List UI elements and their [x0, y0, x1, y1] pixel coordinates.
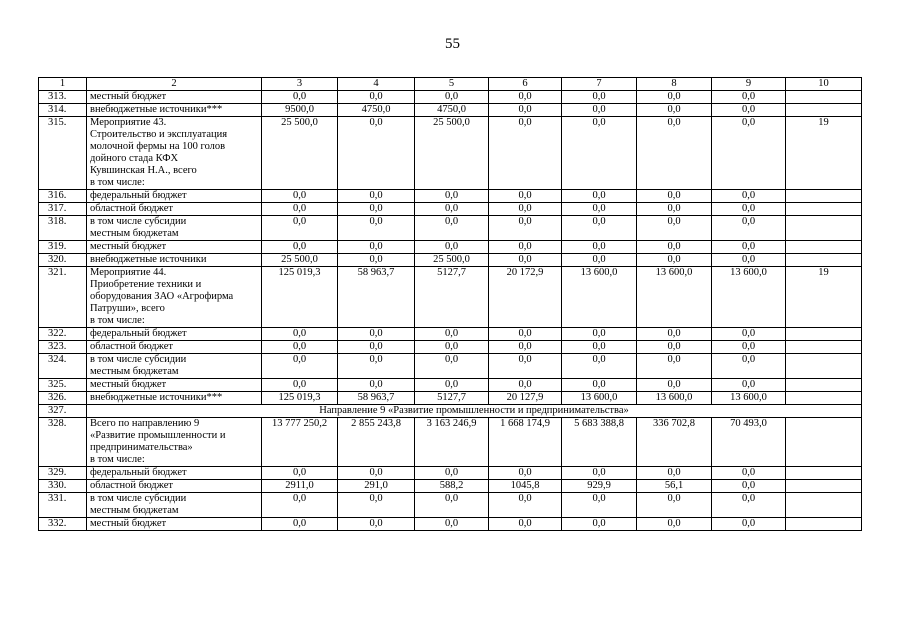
reference-cell	[786, 518, 862, 531]
table-row	[39, 267, 862, 328]
value-cell: 0,0	[712, 254, 786, 267]
value-cell: 0,0	[562, 203, 637, 216]
row-number-cell: 325.	[39, 379, 87, 392]
value-cell: 0,0	[262, 467, 338, 480]
value-cell: 13 600,0	[712, 392, 786, 405]
value-cell: 0,0	[562, 190, 637, 203]
reference-cell	[786, 216, 862, 241]
item-name-cell: федеральный бюджет	[87, 467, 262, 480]
value-cell: 0,0	[262, 91, 338, 104]
value-cell: 0,0	[489, 104, 562, 117]
value-cell: 0,0	[637, 328, 712, 341]
page-number: 55	[445, 36, 460, 52]
value-cell: 0,0	[338, 241, 415, 254]
row-number-cell: 324.	[39, 354, 87, 379]
value-cell: 0,0	[415, 328, 489, 341]
row-number-cell: 326.	[39, 392, 87, 405]
value-cell: 0,0	[637, 467, 712, 480]
value-cell: 0,0	[712, 518, 786, 531]
value-cell: 0,0	[637, 341, 712, 354]
value-cell: 0,0	[712, 341, 786, 354]
column-header: 5	[415, 78, 489, 91]
value-cell: 0,0	[489, 190, 562, 203]
value-cell: 0,0	[262, 241, 338, 254]
table-row	[39, 493, 862, 518]
value-cell: 4750,0	[338, 104, 415, 117]
value-cell: 20 172,9	[489, 267, 562, 328]
value-cell: 0,0	[489, 254, 562, 267]
item-name-cell: Мероприятие 43. Строительство и эксплуатация молочной фермы на 100 голов дойного стада КФХ Кувшинская Н.А., всего в том числе:	[87, 117, 262, 190]
column-header: 1	[39, 78, 87, 91]
value-cell: 5127,7	[415, 392, 489, 405]
value-cell: 0,0	[338, 91, 415, 104]
row-number-cell: 327.	[39, 405, 87, 418]
value-cell: 0,0	[637, 379, 712, 392]
column-header: 3	[262, 78, 338, 91]
value-cell: 0,0	[338, 518, 415, 531]
value-cell: 0,0	[338, 493, 415, 518]
item-name-cell: областной бюджет	[87, 480, 262, 493]
row-number-cell: 331.	[39, 493, 87, 518]
value-cell: 588,2	[415, 480, 489, 493]
value-cell: 3 163 246,9	[415, 418, 489, 467]
table-row	[39, 91, 862, 104]
value-cell: 0,0	[489, 241, 562, 254]
row-number-cell: 313.	[39, 91, 87, 104]
value-cell: 13 600,0	[562, 392, 637, 405]
value-cell: 58 963,7	[338, 267, 415, 328]
value-cell: 0,0	[338, 354, 415, 379]
row-number-cell: 320.	[39, 254, 87, 267]
value-cell: 0,0	[262, 493, 338, 518]
reference-cell	[786, 328, 862, 341]
value-cell: 9500,0	[262, 104, 338, 117]
reference-cell	[786, 203, 862, 216]
value-cell: 0,0	[415, 341, 489, 354]
value-cell: 0,0	[489, 379, 562, 392]
value-cell: 58 963,7	[338, 392, 415, 405]
value-cell: 0,0	[562, 493, 637, 518]
item-name-cell: областной бюджет	[87, 203, 262, 216]
value-cell: 0,0	[712, 379, 786, 392]
value-cell: 0,0	[562, 241, 637, 254]
value-cell: 0,0	[637, 254, 712, 267]
value-cell: 0,0	[415, 354, 489, 379]
column-header: 2	[87, 78, 262, 91]
row-number-cell: 319.	[39, 241, 87, 254]
value-cell: 0,0	[637, 91, 712, 104]
value-cell: 125 019,3	[262, 267, 338, 328]
column-header: 8	[637, 78, 712, 91]
row-number-cell: 317.	[39, 203, 87, 216]
value-cell: 0,0	[712, 354, 786, 379]
value-cell: 0,0	[262, 341, 338, 354]
value-cell: 25 500,0	[415, 117, 489, 190]
value-cell: 1 668 174,9	[489, 418, 562, 467]
table-row	[39, 392, 862, 405]
item-name-cell: в том числе субсидии местным бюджетам	[87, 493, 262, 518]
table-row	[39, 467, 862, 480]
row-number-cell: 323.	[39, 341, 87, 354]
table-row	[39, 190, 862, 203]
value-cell: 0,0	[637, 104, 712, 117]
value-cell: 0,0	[489, 518, 562, 531]
value-cell: 25 500,0	[262, 117, 338, 190]
value-cell: 291,0	[338, 480, 415, 493]
value-cell: 0,0	[489, 493, 562, 518]
value-cell: 0,0	[489, 341, 562, 354]
value-cell: 0,0	[415, 190, 489, 203]
table-row	[39, 405, 862, 418]
value-cell: 0,0	[338, 379, 415, 392]
item-name-cell: внебюджетные источники***	[87, 104, 262, 117]
table-row	[39, 241, 862, 254]
value-cell: 0,0	[338, 117, 415, 190]
table-row	[39, 379, 862, 392]
reference-cell	[786, 254, 862, 267]
reference-cell: 19	[786, 267, 862, 328]
item-name-cell: местный бюджет	[87, 518, 262, 531]
row-number-cell: 316.	[39, 190, 87, 203]
reference-cell	[786, 341, 862, 354]
value-cell: 0,0	[712, 104, 786, 117]
value-cell: 0,0	[262, 354, 338, 379]
value-cell: 0,0	[712, 328, 786, 341]
row-number-cell: 315.	[39, 117, 87, 190]
value-cell: 0,0	[415, 493, 489, 518]
table-row	[39, 341, 862, 354]
item-name-cell: областной бюджет	[87, 341, 262, 354]
reference-cell	[786, 354, 862, 379]
row-number-cell: 322.	[39, 328, 87, 341]
value-cell: 0,0	[338, 190, 415, 203]
value-cell: 0,0	[338, 341, 415, 354]
value-cell: 0,0	[637, 190, 712, 203]
reference-cell	[786, 467, 862, 480]
column-header: 7	[562, 78, 637, 91]
value-cell: 0,0	[262, 379, 338, 392]
value-cell: 0,0	[562, 467, 637, 480]
value-cell: 0,0	[489, 467, 562, 480]
column-header: 4	[338, 78, 415, 91]
row-number-cell: 328.	[39, 418, 87, 467]
item-name-cell: внебюджетные источники	[87, 254, 262, 267]
value-cell: 13 600,0	[562, 267, 637, 328]
item-name-cell: в том числе субсидии местным бюджетам	[87, 216, 262, 241]
value-cell: 0,0	[712, 117, 786, 190]
item-name-cell: Мероприятие 44. Приобретение техники и оборудования ЗАО «Агрофирма Патруши», всего в том числе:	[87, 267, 262, 328]
value-cell: 0,0	[637, 117, 712, 190]
value-cell: 0,0	[712, 203, 786, 216]
item-name-cell: Всего по направлению 9 «Развитие промышленности и предпринимательства» в том числе:	[87, 418, 262, 467]
item-name-cell: в том числе субсидии местным бюджетам	[87, 354, 262, 379]
value-cell: 0,0	[562, 216, 637, 241]
value-cell: 0,0	[338, 328, 415, 341]
value-cell: 0,0	[338, 467, 415, 480]
value-cell: 0,0	[489, 117, 562, 190]
item-name-cell: местный бюджет	[87, 379, 262, 392]
value-cell: 20 127,9	[489, 392, 562, 405]
value-cell: 0,0	[415, 216, 489, 241]
value-cell: 0,0	[562, 379, 637, 392]
value-cell: 0,0	[637, 354, 712, 379]
value-cell: 0,0	[712, 480, 786, 493]
value-cell: 0,0	[562, 354, 637, 379]
value-cell: 0,0	[712, 91, 786, 104]
value-cell: 0,0	[415, 91, 489, 104]
value-cell: 0,0	[262, 518, 338, 531]
value-cell: 0,0	[562, 254, 637, 267]
column-header: 9	[712, 78, 786, 91]
table-row	[39, 354, 862, 379]
reference-cell	[786, 493, 862, 518]
value-cell: 0,0	[562, 518, 637, 531]
value-cell: 0,0	[415, 467, 489, 480]
header-row	[39, 78, 862, 91]
value-cell: 0,0	[338, 254, 415, 267]
value-cell: 2 855 243,8	[338, 418, 415, 467]
value-cell: 0,0	[562, 104, 637, 117]
value-cell: 0,0	[262, 328, 338, 341]
table-row	[39, 104, 862, 117]
value-cell: 0,0	[415, 379, 489, 392]
item-name-cell: местный бюджет	[87, 91, 262, 104]
value-cell: 0,0	[262, 216, 338, 241]
value-cell: 0,0	[489, 91, 562, 104]
row-number-cell: 318.	[39, 216, 87, 241]
value-cell: 0,0	[338, 203, 415, 216]
reference-cell	[786, 104, 862, 117]
section-heading-cell: Направление 9 «Развитие промышленности и предпринимательства»	[87, 405, 862, 418]
reference-cell	[786, 91, 862, 104]
column-header: 10	[786, 78, 862, 91]
value-cell: 0,0	[262, 190, 338, 203]
row-number-cell: 332.	[39, 518, 87, 531]
value-cell: 25 500,0	[262, 254, 338, 267]
value-cell: 0,0	[712, 216, 786, 241]
value-cell: 13 600,0	[712, 267, 786, 328]
value-cell: 336 702,8	[637, 418, 712, 467]
value-cell: 5127,7	[415, 267, 489, 328]
value-cell: 13 600,0	[637, 267, 712, 328]
value-cell: 0,0	[637, 493, 712, 518]
item-name-cell: внебюджетные источники***	[87, 392, 262, 405]
reference-cell	[786, 241, 862, 254]
reference-cell	[786, 480, 862, 493]
value-cell: 0,0	[415, 203, 489, 216]
table-row	[39, 254, 862, 267]
value-cell: 0,0	[637, 518, 712, 531]
value-cell: 0,0	[562, 117, 637, 190]
value-cell: 13 600,0	[637, 392, 712, 405]
value-cell: 0,0	[415, 241, 489, 254]
value-cell: 56,1	[637, 480, 712, 493]
value-cell: 0,0	[712, 190, 786, 203]
table-row	[39, 480, 862, 493]
value-cell: 0,0	[489, 354, 562, 379]
value-cell: 5 683 388,8	[562, 418, 637, 467]
value-cell: 25 500,0	[415, 254, 489, 267]
column-header: 6	[489, 78, 562, 91]
value-cell: 1045,8	[489, 480, 562, 493]
item-name-cell: местный бюджет	[87, 241, 262, 254]
reference-cell	[786, 190, 862, 203]
value-cell: 0,0	[562, 328, 637, 341]
value-cell: 0,0	[712, 241, 786, 254]
value-cell: 0,0	[489, 328, 562, 341]
value-cell: 4750,0	[415, 104, 489, 117]
value-cell: 0,0	[712, 493, 786, 518]
budget-table	[38, 77, 862, 531]
row-number-cell: 329.	[39, 467, 87, 480]
table-body	[39, 78, 862, 531]
table-row	[39, 328, 862, 341]
item-name-cell: федеральный бюджет	[87, 190, 262, 203]
reference-cell	[786, 418, 862, 467]
value-cell: 0,0	[415, 518, 489, 531]
item-name-cell: федеральный бюджет	[87, 328, 262, 341]
value-cell: 13 777 250,2	[262, 418, 338, 467]
table-row	[39, 418, 862, 467]
value-cell: 125 019,3	[262, 392, 338, 405]
table-row	[39, 216, 862, 241]
row-number-cell: 314.	[39, 104, 87, 117]
value-cell: 70 493,0	[712, 418, 786, 467]
row-number-cell: 330.	[39, 480, 87, 493]
reference-cell: 19	[786, 117, 862, 190]
value-cell: 0,0	[262, 203, 338, 216]
reference-cell	[786, 392, 862, 405]
value-cell: 0,0	[562, 91, 637, 104]
value-cell: 0,0	[637, 216, 712, 241]
value-cell: 0,0	[637, 241, 712, 254]
value-cell: 0,0	[562, 341, 637, 354]
value-cell: 0,0	[489, 203, 562, 216]
row-number-cell: 321.	[39, 267, 87, 328]
value-cell: 0,0	[712, 467, 786, 480]
table-row	[39, 203, 862, 216]
table-row	[39, 518, 862, 531]
value-cell: 0,0	[338, 216, 415, 241]
value-cell: 2911,0	[262, 480, 338, 493]
value-cell: 0,0	[489, 216, 562, 241]
value-cell: 0,0	[637, 203, 712, 216]
reference-cell	[786, 379, 862, 392]
value-cell: 929,9	[562, 480, 637, 493]
table-row	[39, 117, 862, 190]
